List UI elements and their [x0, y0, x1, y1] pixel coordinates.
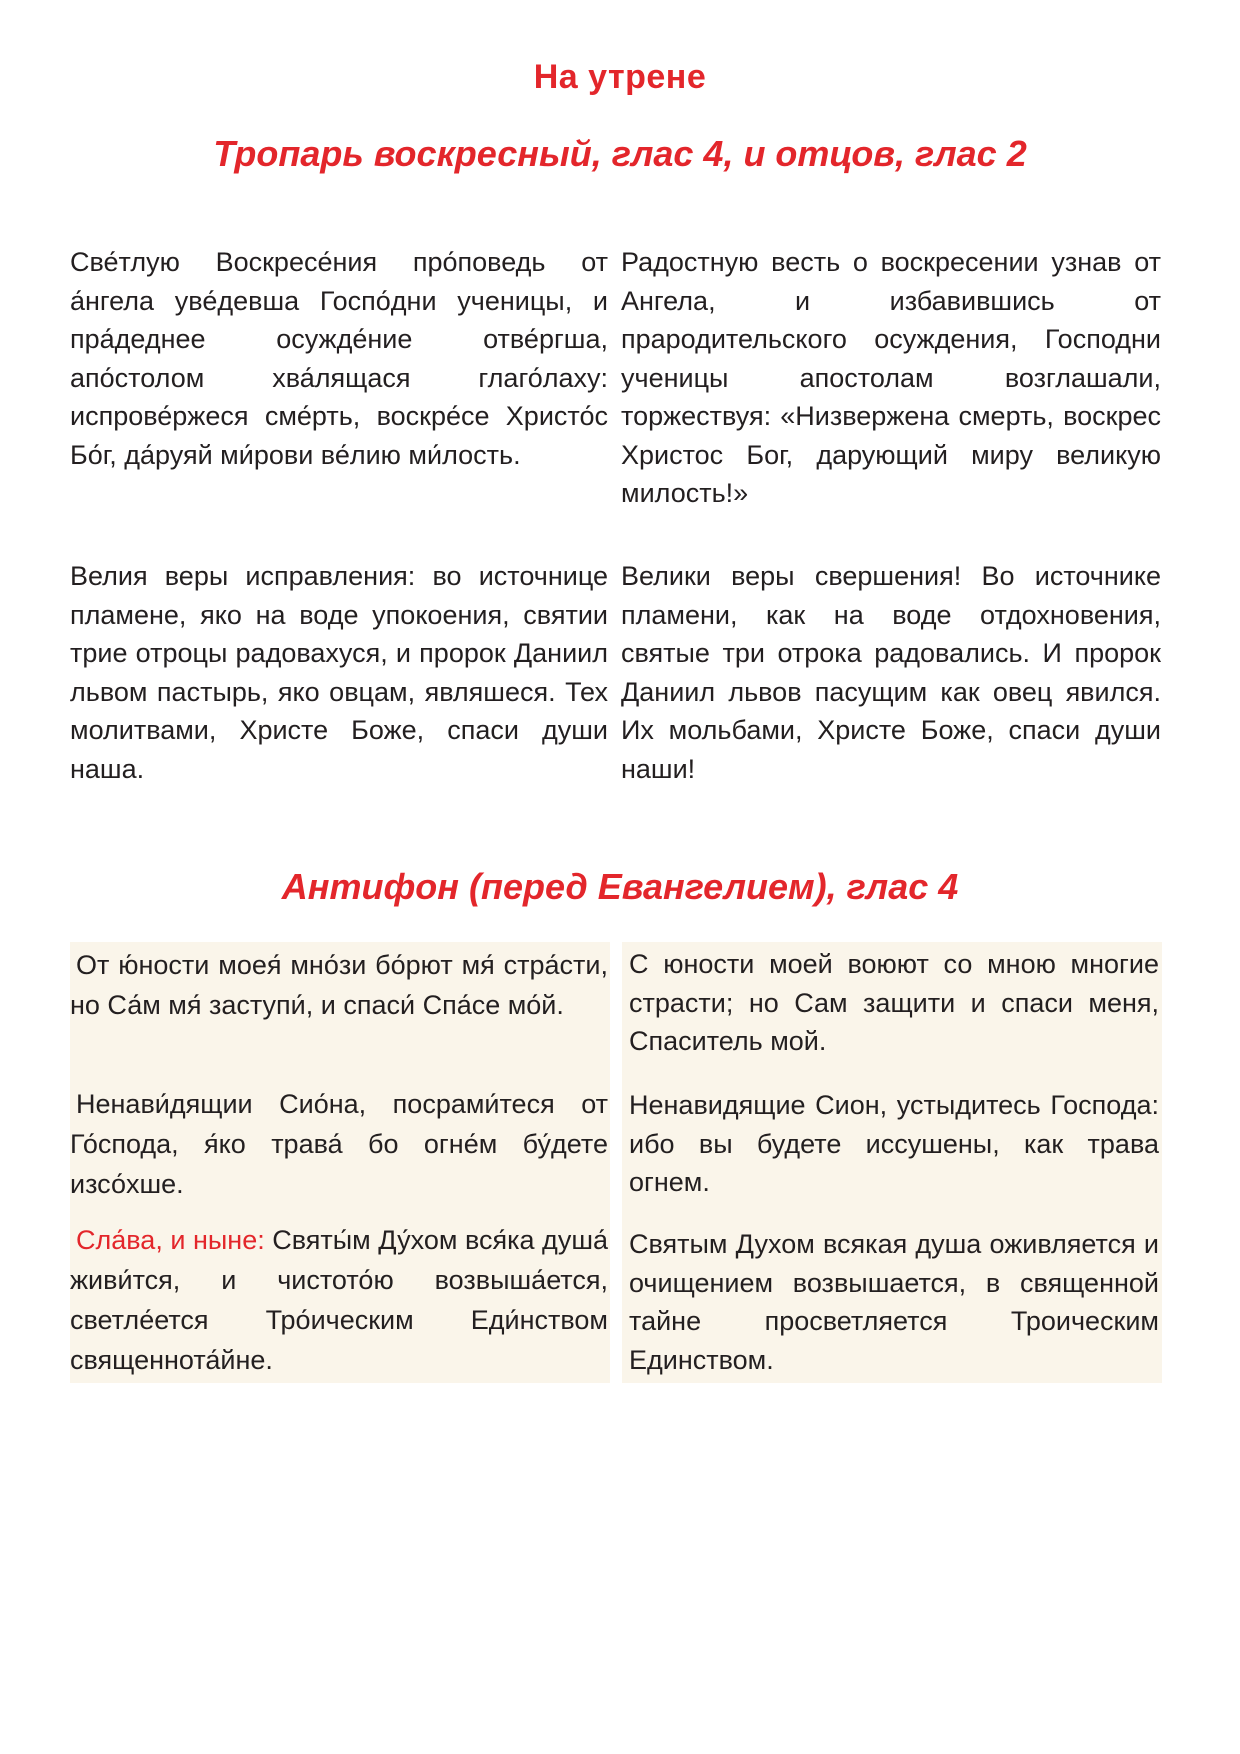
- antiphon-church-slavonic-verse-3: [70, 1220, 608, 1380]
- antiphon-church-slavonic-verse-3-text: Святы́м Ду́хом вся́ка душа́ живи́тся, и чистото́ю возвыша́ется, светле́ется Тро́ическим Еди́нством священнота́йне.: [70, 1225, 608, 1375]
- troparion-heading: Тропарь воскресный, глас 4, и отцов, глас 2: [213, 133, 1027, 174]
- antiphon-heading: Антифон (перед Евангелием), глас 4: [281, 866, 959, 907]
- troparion-church-slavonic-text-2: Велия веры исправления: во источнице пламене, яко на воде упокоения, святии трие отроцы радовахуся, и пророк Даниил львом пастырь, яко овцам, являшеся. Тех молитвами, Христе Боже, спаси души наша.: [70, 561, 608, 784]
- troparion-russian-text-2: Велики веры свершения! Во источнике пламени, как на воде отдохновения, святые три отрока радовались. И пророк Даниил львов пасущим как овец явился. Их мольбами, Христе Боже, спаси души наши!: [621, 561, 1161, 784]
- troparion-right-1: [621, 243, 1161, 513]
- troparion-left-1: [70, 243, 608, 474]
- antiphon-russian-verse-3: Святым Духом всякая душа оживляется и очищением возвышается, в священной тайне просветляется Троическим Единством.: [629, 1229, 1159, 1375]
- troparion-church-slavonic-text-1: Све́тлую Воскресе́ния про́поведь от а́нгела уве́девша Госпо́дни ученицы, и пра́деднее осужде́ние отве́ргша, апо́столом хва́лящася глаго́лаху: испрове́ржеся сме́рть, воскре́се Христо́с Бо́г, да́руяй ми́рови ве́лию ми́лость.: [70, 247, 608, 470]
- troparion-right-2: [621, 557, 1161, 788]
- glory-now-rubric: Сла́ва, и ныне:: [76, 1225, 265, 1255]
- troparion-left-2: [70, 557, 608, 788]
- troparion-russian-text-1: Радостную весть о воскресении узнав от Ангела, и избавившись от прародительского осуждения, Господни ученицы апостолам возглашали, торжествуя: «Низвержена смерть, воскрес Христос Бог, дарующий миру великую милость!»: [621, 247, 1161, 508]
- antiphon-church-slavonic-verse-2: Ненави́дящии Сио́на, посрами́теся от Го́спода, я́ко трава́ бо огне́м бу́дете изсо́хше.: [70, 1089, 608, 1199]
- antiphon-russian-verse-1: С юности моей воюют со мною многие страсти; но Сам защити и спаси меня, Спаситель мой.: [629, 949, 1159, 1056]
- antiphon-russian-verse-2: Ненавидящие Сион, устыдитесь Господа: ибо вы будете иссушены, как трава огнем.: [629, 1090, 1159, 1197]
- antiphon-church-slavonic-verse-1: От ю́ности моея́ мно́зи бо́рют мя́ стра́сти, но Са́м мя́ заступи́, и спаси́ Спа́се мо́й.: [70, 950, 608, 1020]
- page-title: На утрене: [533, 58, 707, 96]
